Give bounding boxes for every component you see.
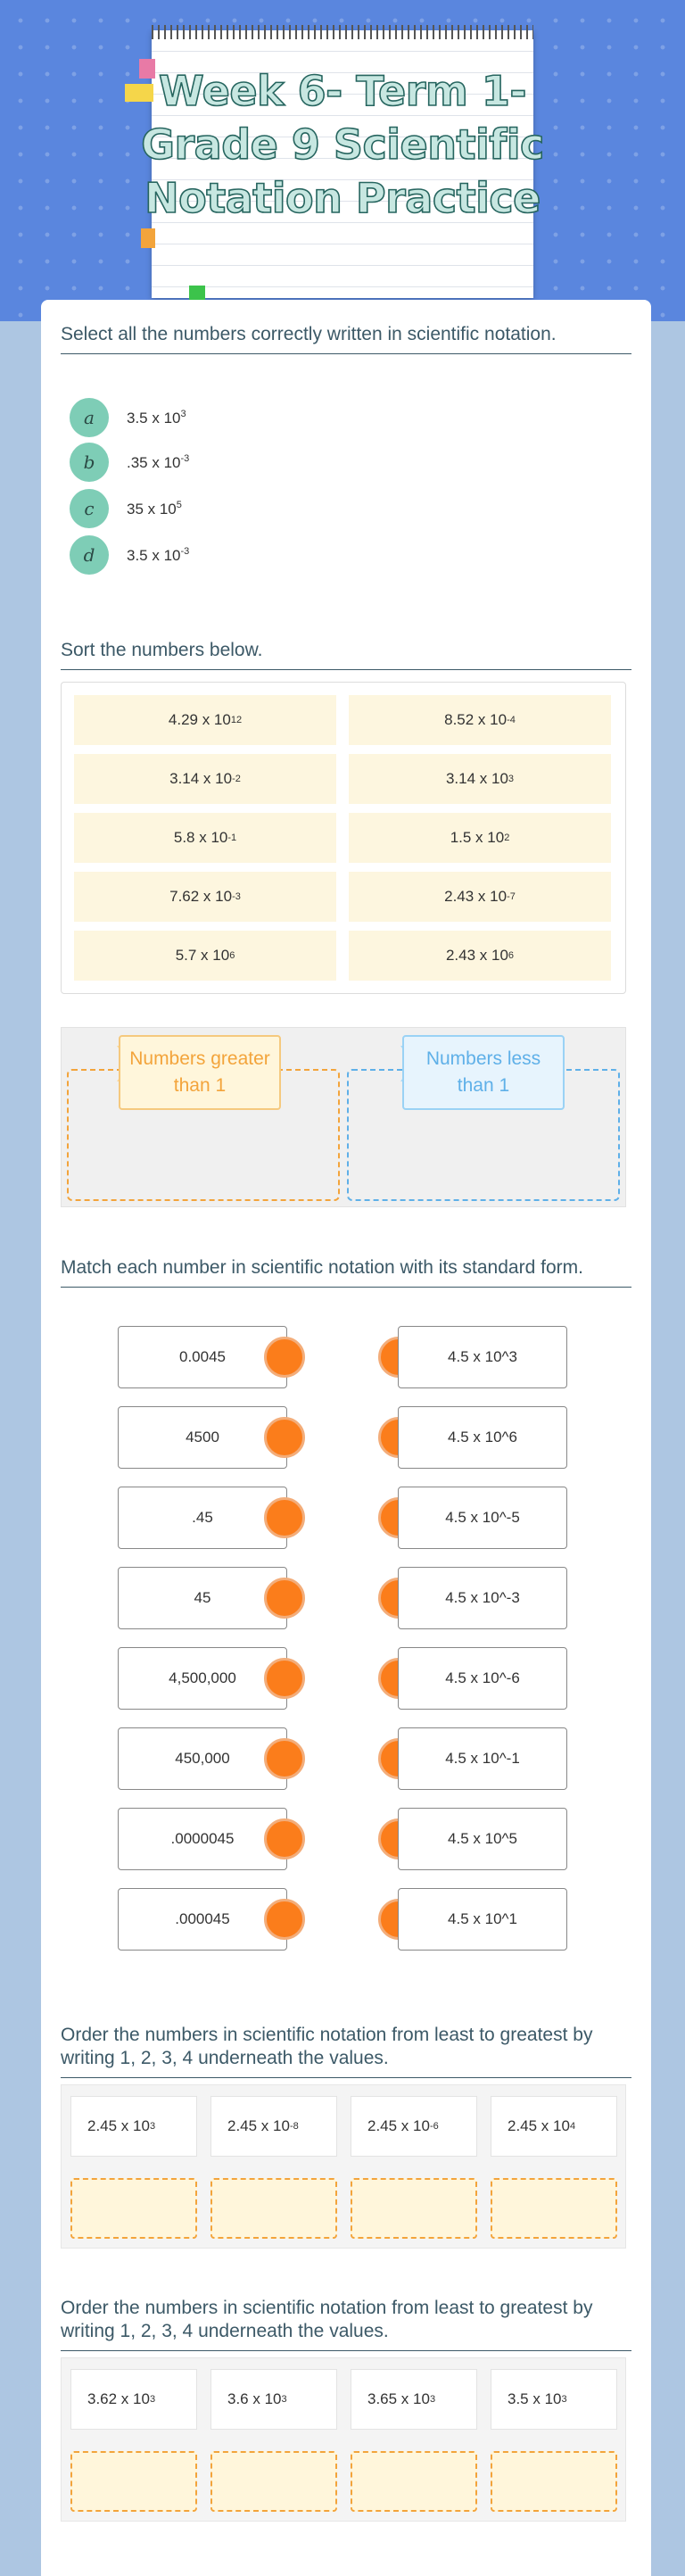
match-right-item: 4.5 x 10^-3 [398, 1567, 567, 1629]
order-answer-slot[interactable] [70, 2451, 197, 2512]
sort-tile[interactable]: 4.29 x 10 12 [74, 695, 336, 745]
order-answer-slot[interactable] [491, 2178, 617, 2239]
match-left-connector[interactable] [264, 1818, 305, 1860]
sticky-tab-green [189, 286, 205, 300]
q2-prompt: Sort the numbers below. [61, 639, 631, 670]
match-right-item: 4.5 x 10^6 [398, 1406, 567, 1469]
q1-option-a[interactable] [70, 398, 186, 437]
header-banner [0, 0, 685, 321]
sort-tile[interactable]: 5.8 x 10 -1 [74, 813, 336, 863]
sort-tile[interactable]: 5.7 x 10 6 [74, 931, 336, 981]
match-left-connector[interactable] [264, 1337, 305, 1378]
order-answer-slot[interactable] [351, 2451, 477, 2512]
match-left-connector[interactable] [264, 1658, 305, 1699]
sort-tile[interactable]: 3.14 x 10 3 [349, 754, 611, 804]
q1-option-d[interactable] [70, 535, 189, 575]
match-right-item: 4.5 x 10^3 [398, 1326, 567, 1388]
match-right-item: 4.5 x 10^5 [398, 1808, 567, 1870]
order-tile: 2.45 x 10 -6 [351, 2096, 477, 2157]
option-letter-badge: d [70, 535, 109, 575]
match-left-item: 450,000 [118, 1727, 287, 1790]
q1-option-c[interactable] [70, 489, 182, 528]
title-line-1: Week 6- Term 1- [159, 67, 526, 115]
sticky-tab-orange [141, 228, 155, 248]
match-left-connector[interactable] [264, 1899, 305, 1940]
sort-tile[interactable]: 8.52 x 10 -4 [349, 695, 611, 745]
order-answer-slot[interactable] [491, 2451, 617, 2512]
order-tile: 2.45 x 10 4 [491, 2096, 617, 2157]
order-answer-slot[interactable] [210, 2451, 337, 2512]
q1-option-b[interactable] [70, 443, 189, 482]
match-left-connector[interactable] [264, 1417, 305, 1458]
order-answer-slot[interactable] [351, 2178, 477, 2239]
match-left-item: 4,500,000 [118, 1647, 287, 1710]
match-left-item: 0.0045 [118, 1326, 287, 1388]
match-right-item: 4.5 x 10^-6 [398, 1647, 567, 1710]
order-answer-slot[interactable] [70, 2178, 197, 2239]
option-text: 3.5 x $10^{-3}$ [127, 545, 190, 564]
q4-prompt: Order the numbers in scientific notation from least to greatest by writing 1, 2, 3, 4 underneath the values. [61, 2024, 631, 2078]
q5-order-area [61, 2357, 626, 2522]
option-text: 3.5 x $10^3$ [127, 408, 186, 427]
spiral-binding [152, 25, 533, 39]
order-tile: 2.45 x 10 -8 [210, 2096, 337, 2157]
match-right-item: 4.5 x 10^-5 [398, 1487, 567, 1549]
order-answer-slot[interactable] [210, 2178, 337, 2239]
sort-tile[interactable]: 2.43 x 10 -7 [349, 872, 611, 922]
q4-order-area [61, 2084, 626, 2249]
title-line-3: Notation Practice [144, 174, 541, 222]
option-letter-badge: c [70, 489, 109, 528]
sort-tile[interactable]: 3.14 x 10 -2 [74, 754, 336, 804]
q5-prompt: Order the numbers in scientific notation from least to greatest by writing 1, 2, 3, 4 underneath the values. [61, 2297, 631, 2351]
match-left-connector[interactable] [264, 1578, 305, 1619]
bucket-label-less: Numbers less than 1 [402, 1035, 565, 1110]
option-letter-badge: a [70, 398, 109, 437]
sort-tile[interactable]: 7.62 x 10 -3 [74, 872, 336, 922]
sort-tile-bank [61, 682, 626, 994]
order-tile: 2.45 x 10 3 [70, 2096, 197, 2157]
worksheet-card [41, 300, 651, 2576]
page-title [125, 64, 560, 225]
order-tile: 3.6 x 10 3 [210, 2369, 337, 2430]
option-text: 35 x $10^5$ [127, 499, 182, 518]
match-right-item: 4.5 x 10^1 [398, 1888, 567, 1951]
title-line-2: Grade 9 Scientific [141, 120, 544, 169]
sort-tile[interactable]: 1.5 x 10 2 [349, 813, 611, 863]
order-tile: 3.5 x 10 3 [491, 2369, 617, 2430]
match-left-item: 4500 [118, 1406, 287, 1469]
match-left-connector[interactable] [264, 1497, 305, 1538]
match-left-item: .45 [118, 1487, 287, 1549]
q3-prompt: Match each number in scientific notation with its standard form. [61, 1256, 631, 1288]
match-right-item: 4.5 x 10^-1 [398, 1727, 567, 1790]
order-tile: 3.65 x 10 3 [351, 2369, 477, 2430]
match-left-item: .000045 [118, 1888, 287, 1951]
q1-prompt: Select all the numbers correctly written in scientific notation. [61, 323, 631, 354]
match-left-item: .0000045 [118, 1808, 287, 1870]
match-left-item: 45 [118, 1567, 287, 1629]
option-text: .35 x $10^{-3}$ [127, 452, 190, 471]
option-letter-badge: b [70, 443, 109, 482]
bucket-label-greater: Numbers greater than 1 [119, 1035, 281, 1110]
match-left-connector[interactable] [264, 1738, 305, 1779]
sort-tile[interactable]: 2.43 x 10 6 [349, 931, 611, 981]
order-tile: 3.62 x 10 3 [70, 2369, 197, 2430]
sort-buckets [61, 1027, 626, 1207]
